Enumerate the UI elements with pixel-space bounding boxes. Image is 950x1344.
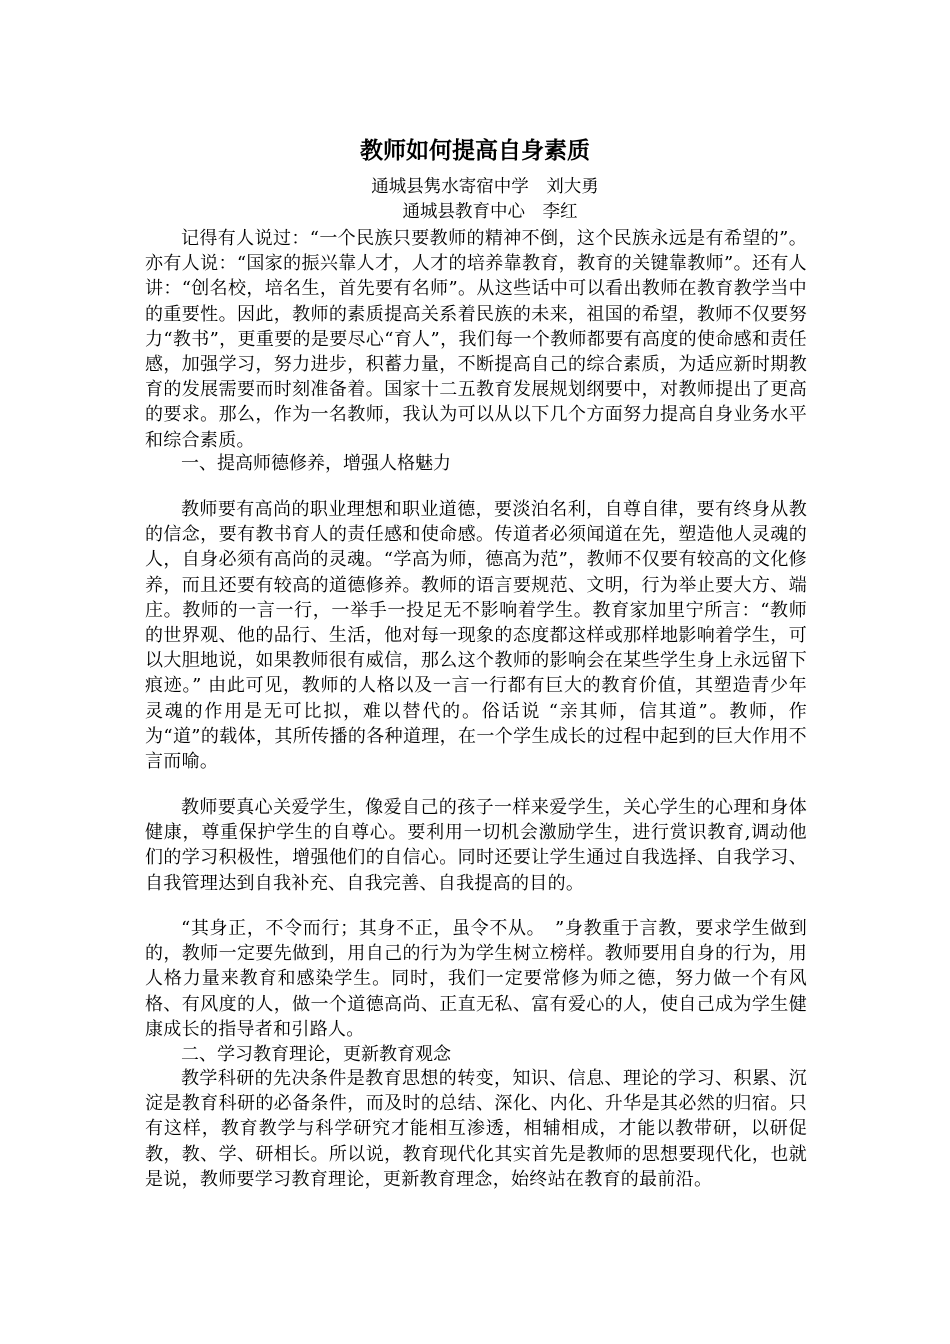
section-1-paragraph-1: 教师要有高尚的职业理想和职业道德，要淡泊名利，自尊自律，要有终身从教的信念，要有教书育人的责任感和使命感。传道者必须闻道在先，塑造他人灵魂的人，自身必须有高尚的灵魂。“学高为师，德高为范”，教师不仅要有较高的文化修养，而且还要有较高的道德修养。教师的语言要规范、文明，行为举止要大方、端庄。教师的一言一行，一举手一投足无不影响着学生。教育家加里宁所言：“教师的世界观、他的品行、生活，他对每一现象的态度都这样或那样地影响着学生，可以大胆地说，如果教师很有威信，那么这个教师的影响会在某些学生身上永远留下痕迹。” 由此可见，教师的人格以及一言一行都有巨大的教育价值，其塑造青少年灵魂的作用是无可比拟，难以替代的。俗话说 “亲其师，信其道”。教师，作为“道”的载体，其所传播的各种道理，在一个学生成长的过程中起到的巨大作用不言而喻。 bbox=[145, 499, 807, 773]
author-line-2: 通城县教育中心 李红 bbox=[402, 202, 578, 222]
author-line-1: 通城县隽水寄宿中学 刘大勇 bbox=[371, 177, 599, 197]
intro-paragraph: 记得有人说过：“一个民族只要教师的精神不倒，这个民族永远是有希望的”。 亦有人说：“国家的振兴靠人才，人才的培养靠教育，教育的关键靠教师”。还有人讲：“创名校，培名生，首先要有名师”。从这些话中可以看出教师在教育教学当中的重要性。因此，教师的素质提高关系着民族的未来，祖国的希望，教师不仅要努力“教书”，更重要的是要尽心“育人”，我们每一个教师都要有高度的使命感和责任感，加强学习，努力进步，积蓄力量，不断提高自己的综合素质，为适应新时期教育的发展需要而时刻准备着。国家十二五教育发展规划纲要中，对教师提出了更高的要求。那么，作为一名教师，我认为可以从以下几个方面努力提高自身业务水平和综合素质。 bbox=[145, 228, 807, 451]
document-title: 教师如何提高自身素质 bbox=[360, 138, 590, 164]
section-1-paragraph-3: “其身正，不令而行；其身不正，虽令不从。 ”身教重于言教，要求学生做到的，教师一定要先做到，用自己的行为为学生树立榜样。教师要用自身的行为，用人格力量来教育和感染学生。同时，我们一定要常修为师之德，努力做一个有风格、有风度的人，做一个道德高尚、正直无私、富有爱心的人，使自己成为学生健康成长的指导者和引路人。 bbox=[145, 918, 807, 1040]
section-2-paragraph-1: 教学科研的先决条件是教育思想的转变，知识、信息、理论的学习、积累、沉淀是教育科研的必备条件，而及时的总结、深化、内化、升华是其必然的归宿。只有这样，教育教学与科学研究才能相互渗透，相辅相成，才能以教带研，以研促教，教、学、研相长。所以说，教育现代化其实首先是教师的思想要现代化，也就是说，教师要学习教育理论，更新教育理念，始终站在教育的最前沿。 bbox=[145, 1068, 807, 1190]
section-2-heading: 二、学习教育理论，更新教育观念 bbox=[181, 1044, 451, 1065]
section-1-paragraph-2: 教师要真心关爱学生，像爱自己的孩子一样来爱学生，关心学生的心理和身体健康，尊重保护学生的自尊心。要利用一切机会激励学生，进行赏识教育,调动他们的学习积极性，增强他们的自信心。同时还要让学生通过自我选择、自我学习、自我管理达到自我补充、自我完善、自我提高的目的。 bbox=[145, 797, 807, 894]
section-1-heading: 一、提高师德修养，增强人格魅力 bbox=[181, 453, 451, 474]
